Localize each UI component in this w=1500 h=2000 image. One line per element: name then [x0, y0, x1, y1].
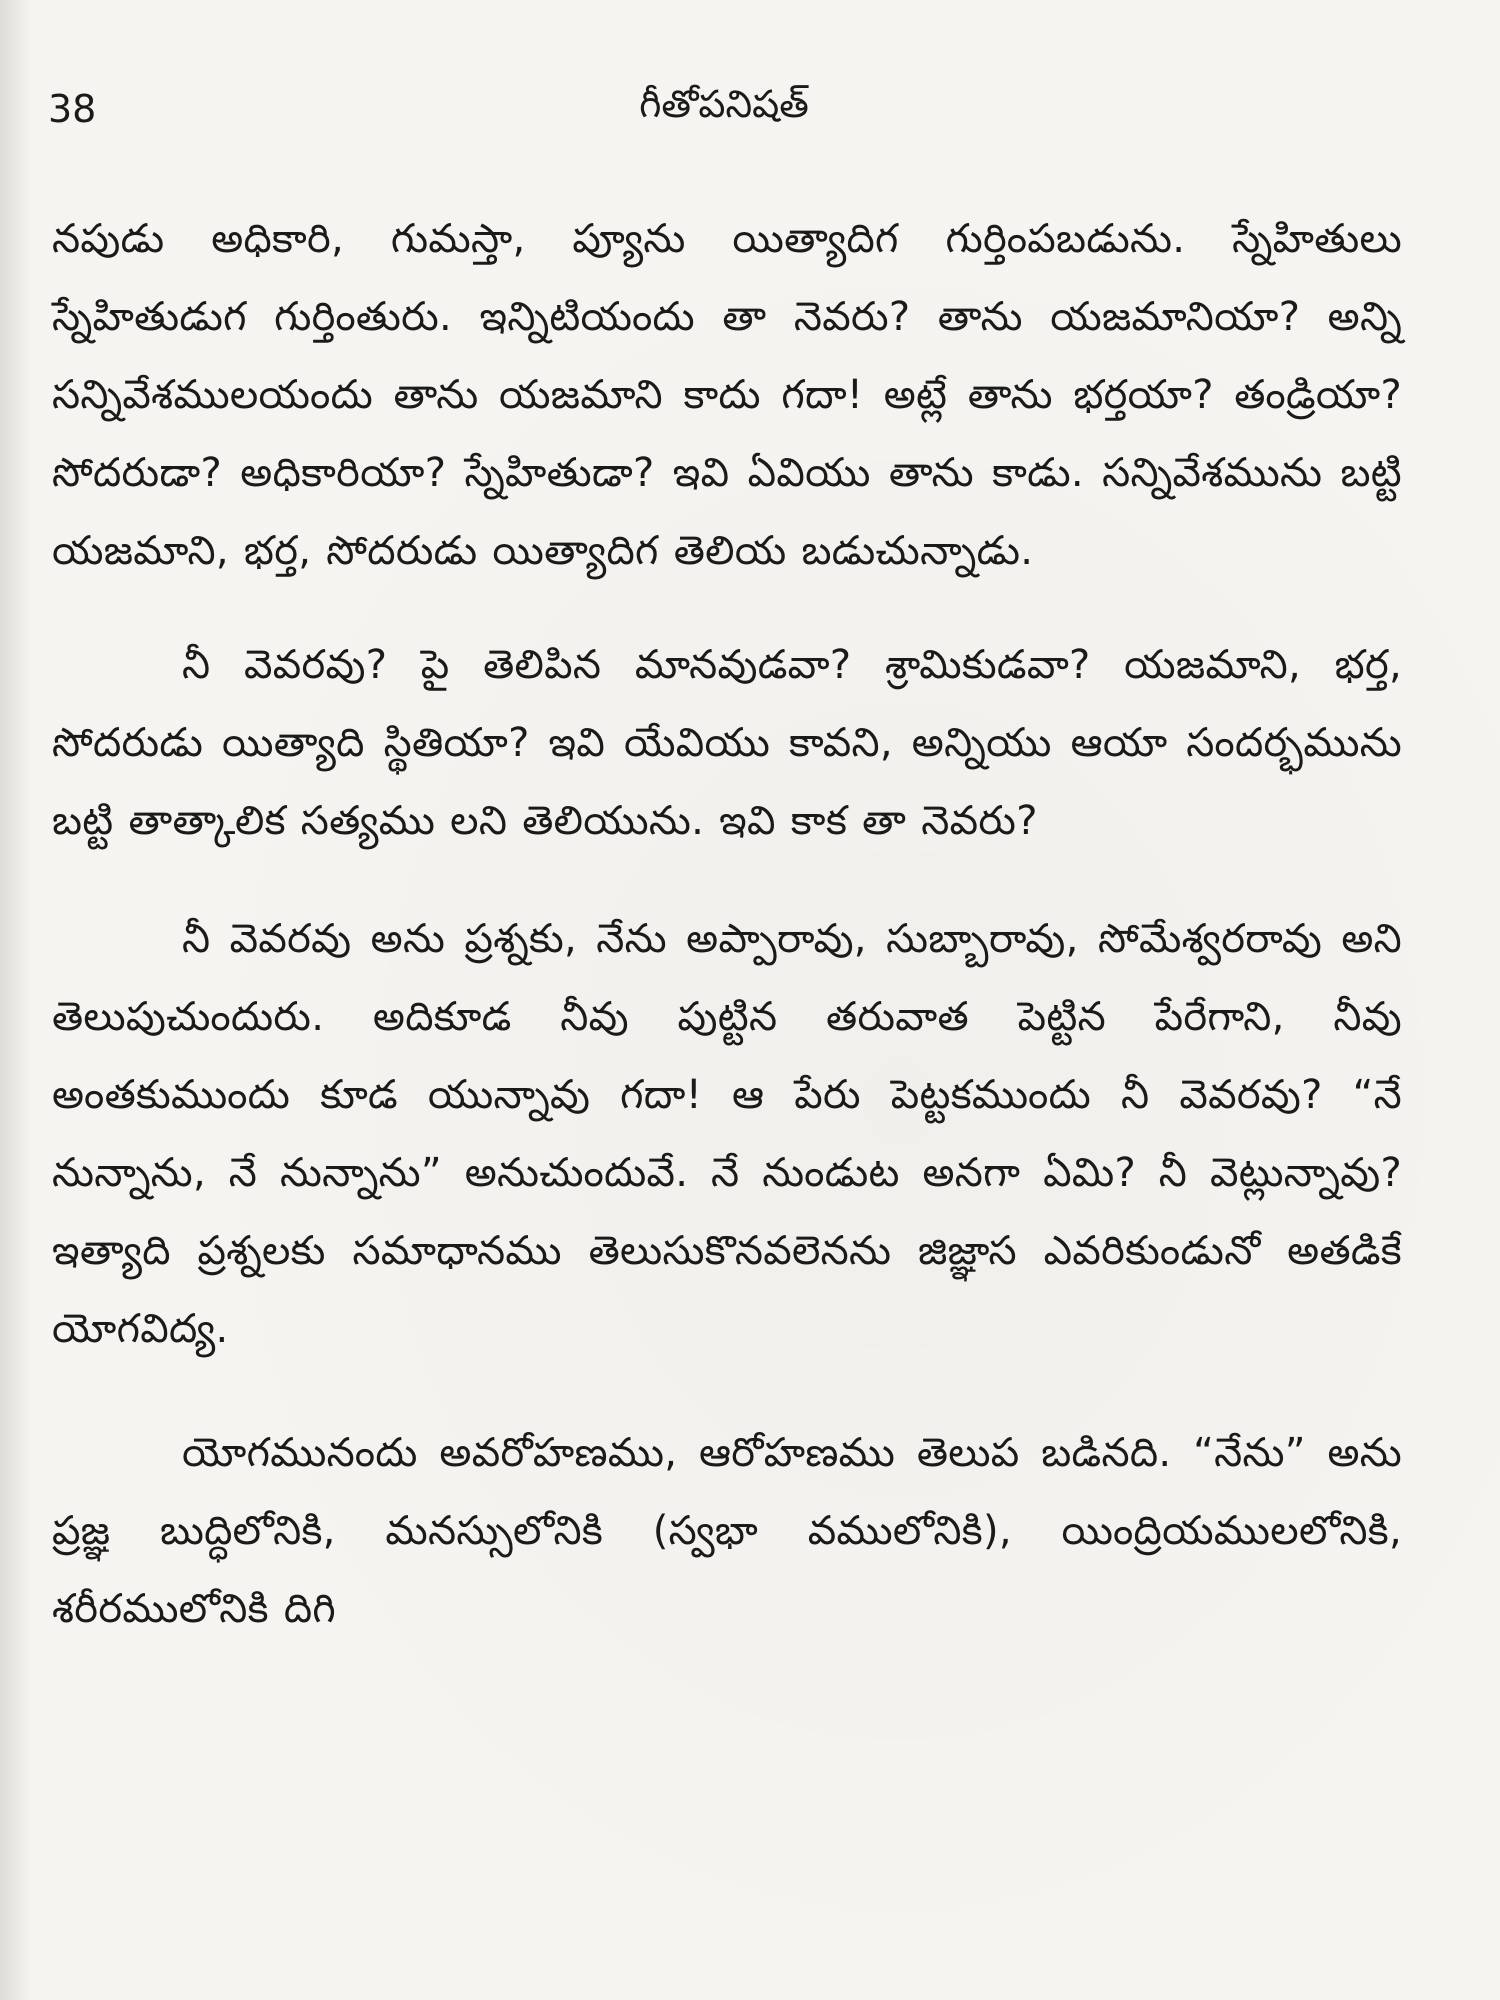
paragraph-3: నీ వెవరవు అను ప్రశ్నకు, నేను అప్పారావు, సుబ్బారావు, సోమేశ్వరరావు అని తెలుపుచుందురు. అదికూడ నీవు పుట్టిన తరువాత పెట్టిన పేరేగాని, నీవు అంతకుముందు కూడ యున్నావు గదా! ఆ పేరు పెట్టకముందు నీ వెవరవు? “నే నున్నాను, నే నున్నాను” అనుచుందువే. నే నుండుట అనగా ఏమి? నీ వెట్లున్నావు? ఇత్యాది ప్రశ్నలకు సమాధానము తెలుసుకొనవలెనను జిజ్ఞాస ఎవరికుండునో అతడికే యోగవిద్య. [52, 916, 1402, 1352]
paragraph-1: నపుడు అధికారి, గుమస్తా, ప్యూను యిత్యాదిగ గుర్తింపబడును. స్నేహితులు స్నేహితుడుగ గుర్తింతురు. ఇన్నిటియందు తా నెవరు? తాను యజమానియా? అన్ని సన్నివేశములయందు తాను యజమాని కాదు గదా! అట్లే తాను భర్తయా? తండ్రియా? సోదరుడా? అధికారియా? స్నేహితుడా? ఇవి ఏవియు తాను కాడు. సన్నివేశమును బట్టి యజమాని, భర్త, సోదరుడు యిత్యాదిగ తెలియ బడుచున్నాడు. [52, 216, 1402, 574]
body-text [52, 200, 1402, 1648]
paragraph-2: నీ వెవరవు? పై తెలిపిన మానవుడవా? శ్రామికుడవా? యజమాని, భర్త, సోదరుడు యిత్యాది స్థితియా? ఇవి యేవియు కావని, అన్నియు ఆయా సందర్భమును బట్టి తాత్కాలిక సత్యము లని తెలియును. ఇవి కాక తా నెవరు? [52, 642, 1402, 844]
paragraph-4: యోగమునందు అవరోహణము, ఆరోహణము తెలుప బడినది. “నేను” అను ప్రజ్ఞ బుద్ధిలోనికి, మనస్సులోనికి (స్వభా వములోనికి), యింద్రియములలోనికి, శరీరములోనికి దిగి [52, 1430, 1402, 1632]
page-number: 38 [48, 87, 97, 131]
running-title: గీతోపనిషత్ [639, 82, 809, 126]
page-header [48, 78, 1400, 138]
page-gutter-shadow [0, 0, 30, 2000]
